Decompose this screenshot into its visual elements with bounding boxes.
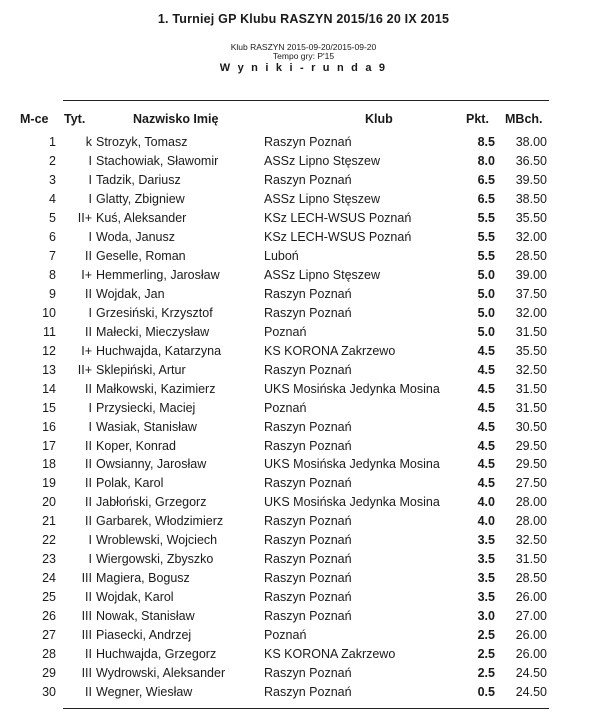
name-cell: Jabłoński, Grzegorz: [96, 495, 207, 510]
name-cell: Geselle, Roman: [96, 248, 186, 263]
table-row: [0, 247, 607, 266]
points-cell: 3.5: [477, 533, 495, 548]
points-cell: 4.5: [477, 343, 495, 358]
tiebreak-cell: 30.50: [515, 419, 547, 434]
rank-cell: 13: [42, 362, 56, 377]
club-cell: Raszyn Poznań: [264, 609, 352, 624]
rank-cell: 1: [49, 135, 56, 149]
tiebreak-cell: 38.50: [515, 191, 547, 206]
tiebreak-cell: 32.50: [515, 533, 547, 548]
tiebreak-cell: 28.00: [515, 495, 547, 510]
rank-cell: 9: [49, 286, 56, 301]
title-cell: I+: [81, 267, 92, 282]
points-cell: 4.5: [477, 381, 495, 396]
title-cell: II: [85, 457, 92, 472]
header-title: Tyt.: [64, 112, 86, 126]
header-name: Nazwisko Imię: [133, 112, 219, 126]
table-row: [0, 512, 607, 531]
top-divider: [63, 100, 549, 101]
name-cell: Kuś, Aleksander: [96, 210, 187, 225]
club-cell: Raszyn Poznań: [264, 305, 352, 320]
title-cell: k: [85, 135, 92, 149]
club-cell: Raszyn Poznań: [264, 135, 352, 149]
name-cell: Małkowski, Kazimierz: [96, 381, 216, 396]
name-cell: Tadzik, Dariusz: [96, 172, 181, 187]
table-row: [0, 171, 607, 190]
table-row: [0, 399, 607, 418]
points-cell: 4.0: [477, 495, 495, 510]
header-points: Pkt.: [466, 112, 489, 126]
tiebreak-cell: 39.50: [515, 172, 547, 187]
club-cell: Raszyn Poznań: [264, 590, 352, 605]
points-cell: 8.0: [477, 153, 495, 168]
points-cell: 5.5: [477, 229, 495, 244]
header-tiebreak: MBch.: [505, 112, 543, 126]
points-cell: 8.5: [477, 135, 495, 149]
rank-cell: 16: [42, 419, 56, 434]
table-row: [0, 190, 607, 209]
rank-cell: 28: [42, 647, 56, 662]
title-cell: III: [81, 571, 92, 586]
tiebreak-cell: 32.50: [515, 362, 547, 377]
table-row: [0, 474, 607, 493]
title-cell: II: [85, 324, 92, 339]
table-row: [0, 455, 607, 474]
name-cell: Polak, Karol: [96, 476, 164, 491]
name-cell: Stachowiak, Sławomir: [96, 153, 219, 168]
name-cell: Wydrowski, Aleksander: [96, 666, 226, 681]
title-cell: I: [88, 153, 92, 168]
table-row: [0, 550, 607, 569]
tiebreak-cell: 26.00: [515, 628, 547, 643]
tiebreak-cell: 27.50: [515, 476, 547, 491]
club-cell: ASSz Lipno Stęszew: [264, 191, 381, 206]
bottom-divider: [63, 708, 549, 709]
club-cell: UKS Mosińska Jedynka Mosina: [264, 381, 440, 396]
club-cell: Raszyn Poznań: [264, 514, 352, 529]
title-cell: I: [88, 172, 92, 187]
club-cell: Raszyn Poznań: [264, 533, 352, 548]
points-cell: 5.0: [477, 267, 495, 282]
points-cell: 3.5: [477, 571, 495, 586]
club-date-line: Klub RASZYN 2015-09-20/2015-09-20: [230, 42, 377, 52]
title-cell: I: [88, 191, 92, 206]
club-cell: KSz LECH-WSUS Poznań: [264, 229, 412, 244]
club-cell: Raszyn Poznań: [264, 419, 352, 434]
club-cell: Raszyn Poznań: [264, 666, 352, 681]
rank-cell: 29: [42, 666, 56, 681]
title-cell: II: [85, 514, 92, 529]
title-cell: II: [85, 286, 92, 301]
title-cell: II: [85, 438, 92, 453]
club-cell: Poznań: [264, 400, 307, 415]
rank-cell: 22: [42, 533, 56, 548]
table-row: [0, 569, 607, 588]
points-cell: 4.5: [477, 400, 495, 415]
rank-cell: 5: [49, 210, 56, 225]
points-cell: 4.5: [477, 362, 495, 377]
title-cell: II: [85, 495, 92, 510]
tiebreak-cell: 29.50: [515, 438, 547, 453]
tiebreak-cell: 39.00: [515, 267, 547, 282]
rank-cell: 21: [42, 514, 56, 529]
title-cell: II+: [77, 210, 92, 225]
tiebreak-cell: 32.00: [515, 229, 547, 244]
rank-cell: 14: [42, 381, 56, 396]
time-control-line: Tempo gry: P'15: [272, 51, 335, 61]
rank-cell: 27: [42, 628, 56, 643]
table-row: [0, 209, 607, 228]
name-cell: Strozyk, Tomasz: [96, 135, 188, 149]
tiebreak-cell: 36.50: [515, 153, 547, 168]
table-row: [0, 626, 607, 645]
rank-cell: 11: [43, 324, 56, 339]
rank-cell: 23: [42, 552, 56, 567]
club-cell: Raszyn Poznań: [264, 362, 352, 377]
tiebreak-cell: 28.50: [515, 248, 547, 263]
club-cell: Luboń: [264, 248, 299, 263]
points-cell: 6.5: [477, 191, 495, 206]
name-cell: Woda, Janusz: [96, 229, 175, 244]
club-cell: Raszyn Poznań: [264, 476, 352, 491]
rank-cell: 25: [42, 590, 56, 605]
rank-cell: 12: [42, 343, 56, 358]
table-row: [0, 228, 607, 247]
points-cell: 5.0: [477, 286, 495, 301]
tiebreak-cell: 32.00: [515, 305, 547, 320]
table-row: [0, 531, 607, 550]
table-row: [0, 152, 607, 171]
club-cell: ASSz Lipno Stęszew: [264, 267, 381, 282]
club-cell: Raszyn Poznań: [264, 552, 352, 567]
table-row: [0, 342, 607, 361]
tiebreak-cell: 31.50: [515, 552, 547, 567]
points-cell: 5.5: [477, 210, 495, 225]
table-row: [0, 437, 607, 456]
tiebreak-cell: 26.00: [515, 590, 547, 605]
club-cell: UKS Mosińska Jedynka Mosina: [264, 495, 440, 510]
name-cell: Wegner, Wiesław: [96, 685, 193, 700]
rank-cell: 15: [42, 400, 56, 415]
table-row: [0, 304, 607, 323]
points-cell: 4.5: [477, 419, 495, 434]
rank-cell: 8: [49, 267, 56, 282]
name-cell: Małecki, Mieczysław: [96, 324, 210, 339]
rank-cell: 17: [42, 438, 56, 453]
tiebreak-cell: 24.50: [515, 666, 547, 681]
header-club: Klub: [365, 112, 393, 126]
rank-cell: 30: [42, 685, 56, 700]
rank-cell: 2: [49, 153, 56, 168]
name-cell: Wojdak, Jan: [96, 286, 165, 301]
title-cell: II: [85, 590, 92, 605]
points-cell: 2.5: [477, 647, 495, 662]
points-cell: 3.5: [477, 552, 495, 567]
club-cell: Raszyn Poznań: [264, 438, 352, 453]
tournament-title: 1. Turniej GP Klubu RASZYN 2015/16 20 IX 2015: [157, 12, 450, 26]
name-cell: Sklepiński, Artur: [96, 362, 186, 377]
name-cell: Huchwajda, Katarzyna: [96, 343, 222, 358]
rank-cell: 6: [49, 229, 56, 244]
tiebreak-cell: 28.00: [515, 514, 547, 529]
points-cell: 5.5: [477, 248, 495, 263]
rank-cell: 10: [42, 305, 56, 320]
name-cell: Wiergowski, Zbyszko: [96, 552, 214, 567]
table-row: [0, 361, 607, 380]
club-cell: Raszyn Poznań: [264, 685, 352, 700]
title-cell: III: [81, 628, 92, 643]
title-cell: I: [88, 305, 92, 320]
table-row: [0, 588, 607, 607]
points-cell: 5.0: [477, 324, 495, 339]
club-cell: ASSz Lipno Stęszew: [264, 153, 381, 168]
points-cell: 2.5: [477, 666, 495, 681]
rank-cell: 26: [42, 609, 56, 624]
table-row: [0, 133, 607, 152]
points-cell: 2.5: [477, 628, 495, 643]
club-cell: KS KORONA Zakrzewo: [264, 647, 396, 662]
name-cell: Piasecki, Andrzej: [96, 628, 192, 643]
tiebreak-cell: 35.50: [515, 210, 547, 225]
club-cell: Poznań: [264, 628, 307, 643]
tiebreak-cell: 38.00: [515, 135, 547, 149]
name-cell: Przysiecki, Maciej: [96, 400, 196, 415]
name-cell: Hemmerling, Jarosław: [96, 267, 220, 282]
title-cell: II: [85, 685, 92, 700]
points-cell: 4.5: [477, 457, 495, 472]
club-cell: Raszyn Poznań: [264, 286, 352, 301]
title-cell: II: [85, 248, 92, 263]
title-cell: I: [88, 400, 92, 415]
name-cell: Huchwajda, Grzegorz: [96, 647, 217, 662]
title-cell: II: [85, 381, 92, 396]
tiebreak-cell: 37.50: [515, 286, 547, 301]
points-cell: 5.0: [477, 305, 495, 320]
table-row: [0, 380, 607, 399]
name-cell: Wroblewski, Wojciech: [96, 533, 218, 548]
points-cell: 0.5: [477, 685, 495, 700]
table-row: [0, 645, 607, 664]
club-cell: Poznań: [264, 324, 307, 339]
round-title: W y n i k i - r u n d a 9: [219, 62, 388, 74]
points-cell: 4.5: [477, 438, 495, 453]
name-cell: Glatty, Zbigniew: [96, 191, 185, 206]
table-row: [0, 285, 607, 304]
name-cell: Wojdak, Karol: [96, 590, 174, 605]
table-row: [0, 323, 607, 342]
club-cell: KSz LECH-WSUS Poznań: [264, 210, 412, 225]
title-cell: III: [81, 666, 92, 681]
results-table-header: [0, 110, 607, 129]
tiebreak-cell: 28.50: [515, 571, 547, 586]
tiebreak-cell: 24.50: [515, 685, 547, 700]
header-rank: M-ce: [20, 112, 49, 126]
name-cell: Wasiak, Stanisław: [96, 419, 197, 434]
name-cell: Grzesiński, Krzysztof: [96, 305, 213, 320]
rank-cell: 3: [49, 172, 56, 187]
rank-cell: 19: [42, 476, 56, 491]
tiebreak-cell: 31.50: [515, 324, 547, 339]
rank-cell: 20: [42, 495, 56, 510]
club-cell: Raszyn Poznań: [264, 172, 352, 187]
tiebreak-cell: 26.00: [515, 647, 547, 662]
club-cell: KS KORONA Zakrzewo: [264, 343, 396, 358]
title-cell: II: [85, 647, 92, 662]
title-cell: I: [88, 419, 92, 434]
rank-cell: 18: [42, 457, 56, 472]
title-cell: II+: [77, 362, 92, 377]
table-row: [0, 683, 607, 702]
tiebreak-cell: 31.50: [515, 400, 547, 415]
table-row: [0, 607, 607, 626]
rank-cell: 7: [49, 248, 56, 263]
title-cell: I: [88, 533, 92, 548]
name-cell: Koper, Konrad: [96, 438, 176, 453]
name-cell: Owsianny, Jarosław: [96, 457, 207, 472]
title-cell: II: [85, 476, 92, 491]
table-row: [0, 664, 607, 683]
name-cell: Garbarek, Włodzimierz: [96, 514, 224, 529]
title-cell: I+: [81, 343, 92, 358]
name-cell: Magiera, Bogusz: [96, 571, 190, 586]
title-cell: I: [88, 552, 92, 567]
points-cell: 3.5: [477, 590, 495, 605]
tiebreak-cell: 27.00: [515, 609, 547, 624]
points-cell: 3.0: [477, 609, 495, 624]
tiebreak-cell: 29.50: [515, 457, 547, 472]
points-cell: 4.0: [477, 514, 495, 529]
table-row: [0, 493, 607, 512]
title-cell: III: [81, 609, 92, 624]
tiebreak-cell: 35.50: [515, 343, 547, 358]
name-cell: Nowak, Stanisław: [96, 609, 195, 624]
title-cell: I: [88, 229, 92, 244]
club-cell: Raszyn Poznań: [264, 571, 352, 586]
points-cell: 4.5: [477, 476, 495, 491]
rank-cell: 4: [49, 191, 56, 206]
club-cell: UKS Mosińska Jedynka Mosina: [264, 457, 440, 472]
tiebreak-cell: 31.50: [515, 381, 547, 396]
table-row: [0, 266, 607, 285]
table-row: [0, 418, 607, 437]
rank-cell: 24: [42, 571, 56, 586]
points-cell: 6.5: [477, 172, 495, 187]
